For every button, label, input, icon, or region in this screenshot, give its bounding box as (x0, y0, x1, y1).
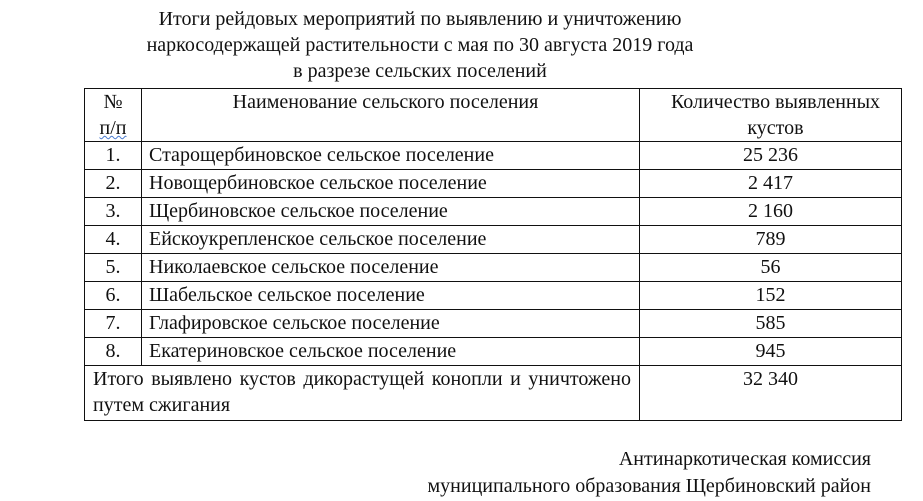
table-row (85, 254, 902, 282)
row-number: 2. (85, 170, 142, 198)
settlement-name: Щербиновское сельское поселение (142, 198, 640, 226)
commission-name: Антинаркотическая комиссия (618, 448, 871, 470)
header-bush-count: Количество выявленных кустов (640, 89, 902, 142)
bush-count: 152 (640, 282, 902, 310)
table-header-row (85, 89, 902, 142)
table-total-row (85, 366, 902, 421)
municipality-name: муниципального образования Щербиновский район (427, 475, 871, 497)
bush-count: 2 160 (640, 198, 902, 226)
bush-count: 585 (640, 310, 902, 338)
total-label: Итого выявлено кустов дикорастущей конопли и уничтожено путем сжигания (85, 366, 640, 421)
settlement-name: Шабельское сельское поселение (142, 282, 640, 310)
table-row (85, 198, 902, 226)
row-number: 5. (85, 254, 142, 282)
bush-count: 2 417 (640, 170, 902, 198)
row-number: 3. (85, 198, 142, 226)
row-number: 4. (85, 226, 142, 254)
row-number: 7. (85, 310, 142, 338)
table-row (85, 310, 902, 338)
settlements-table (84, 88, 902, 421)
table-row (85, 170, 902, 198)
settlement-name: Новощербиновское сельское поселение (142, 170, 640, 198)
header-number-pp: п/п (99, 117, 127, 139)
settlement-name: Екатериновское сельское поселение (142, 338, 640, 366)
table-row (85, 338, 902, 366)
row-number: 1. (85, 142, 142, 170)
settlement-name: Николаевское сельское поселение (142, 254, 640, 282)
table-row (85, 282, 902, 310)
total-count: 32 340 (640, 366, 902, 421)
header-settlement-name: Наименование сельского поселения (142, 89, 640, 142)
document-title (120, 6, 720, 84)
bush-count: 945 (640, 338, 902, 366)
settlement-name: Старощербиновское сельское поселение (142, 142, 640, 170)
row-number: 6. (85, 282, 142, 310)
table-row (85, 142, 902, 170)
title-line-1: Итоги рейдовых мероприятий по выявлению и уничтожению (158, 8, 682, 30)
title-line-3: в разрезе сельских поселений (293, 60, 547, 82)
header-number (85, 89, 142, 142)
signature-block (428, 446, 871, 500)
settlement-name: Ейскоукрепленское сельское поселение (142, 226, 640, 254)
settlement-name: Глафировское сельское поселение (142, 310, 640, 338)
row-number: 8. (85, 338, 142, 366)
header-number-symbol: № (103, 91, 123, 113)
bush-count: 789 (640, 226, 902, 254)
bush-count: 56 (640, 254, 902, 282)
table-row (85, 226, 902, 254)
bush-count: 25 236 (640, 142, 902, 170)
title-line-2: наркосодержащей растительности с мая по 30 августа 2019 года (146, 34, 694, 56)
